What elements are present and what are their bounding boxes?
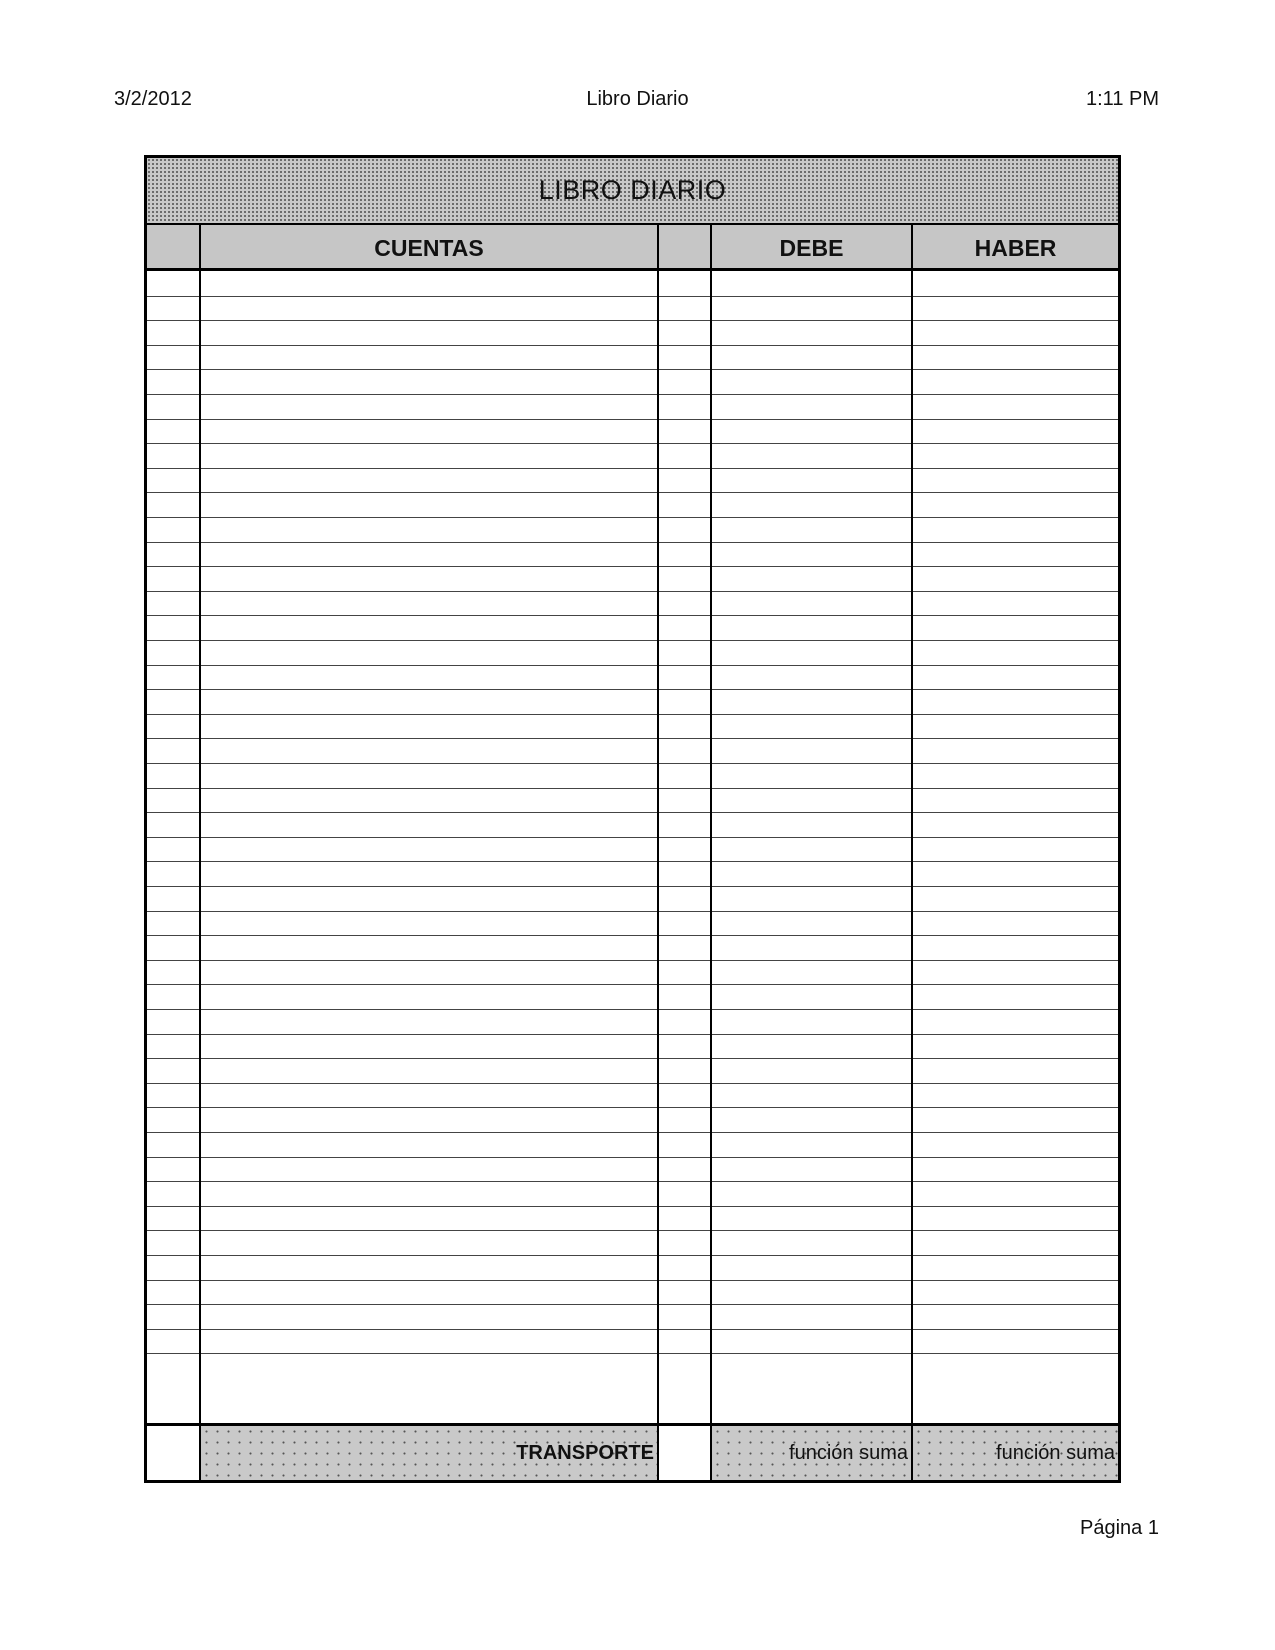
ledger-row-line bbox=[147, 1132, 1118, 1133]
page-number: Página 1 bbox=[1080, 1517, 1159, 1539]
ledger-title: LIBRO DIARIO bbox=[538, 175, 727, 205]
ledger-row-line bbox=[147, 1280, 1118, 1281]
ledger-row-line bbox=[147, 935, 1118, 936]
ledger-row-line bbox=[147, 1353, 1118, 1354]
transporte-label: TRANSPORTE bbox=[201, 1426, 657, 1480]
ledger-row-line bbox=[147, 320, 1118, 321]
ledger-row-line bbox=[147, 640, 1118, 641]
ledger-row-line bbox=[147, 591, 1118, 592]
ledger-row-line bbox=[147, 1230, 1118, 1231]
ledger-row-line bbox=[147, 1255, 1118, 1256]
ledger-row-line bbox=[147, 468, 1118, 469]
ledger-row-line bbox=[147, 369, 1118, 370]
header-date: 3/2/2012 bbox=[114, 88, 192, 110]
header-time: 1:11 PM bbox=[1086, 88, 1159, 110]
column-header-index bbox=[147, 225, 199, 271]
ledger-row-line bbox=[147, 345, 1118, 346]
column-header-haber: HABER bbox=[913, 225, 1118, 271]
ledger-row-line bbox=[147, 1058, 1118, 1059]
ledger-row-line bbox=[147, 1329, 1118, 1330]
ledger-row-line bbox=[147, 714, 1118, 715]
ledger-row-line bbox=[147, 542, 1118, 543]
ledger-title-band bbox=[147, 158, 1118, 225]
ledger-row-line bbox=[147, 296, 1118, 297]
ledger-row-line bbox=[147, 738, 1118, 739]
ledger-row-line bbox=[147, 566, 1118, 567]
ledger-row-line bbox=[147, 812, 1118, 813]
ledger-row-line bbox=[147, 1181, 1118, 1182]
ledger-row-line bbox=[147, 1304, 1118, 1305]
ledger-row-line bbox=[147, 1206, 1118, 1207]
ledger-row-line bbox=[147, 1083, 1118, 1084]
ledger-row-line bbox=[147, 443, 1118, 444]
ledger-row-line bbox=[147, 837, 1118, 838]
page-header bbox=[0, 88, 1275, 118]
ledger-rows bbox=[147, 271, 1118, 1378]
debe-total-cell: función suma bbox=[712, 1426, 911, 1480]
ledger-row-line bbox=[147, 1157, 1118, 1158]
haber-total-cell: función suma bbox=[913, 1426, 1118, 1480]
column-divider bbox=[657, 225, 659, 1483]
ledger-row-line bbox=[147, 665, 1118, 666]
ledger-row-line bbox=[147, 984, 1118, 985]
ledger-row-line bbox=[147, 517, 1118, 518]
ledger-row-line bbox=[147, 1034, 1118, 1035]
header-title: Libro Diario bbox=[586, 88, 689, 110]
ledger-row-line bbox=[147, 861, 1118, 862]
ledger-row-line bbox=[147, 788, 1118, 789]
ledger-row-line bbox=[147, 615, 1118, 616]
column-header-cuentas: CUENTAS bbox=[201, 225, 657, 271]
ledger-row-line bbox=[147, 1107, 1118, 1108]
ledger-row-line bbox=[147, 492, 1118, 493]
column-divider bbox=[911, 225, 913, 1483]
ledger-row-line bbox=[147, 960, 1118, 961]
ledger-row-line bbox=[147, 763, 1118, 764]
column-header-debe: DEBE bbox=[712, 225, 911, 271]
ledger-row-line bbox=[147, 1009, 1118, 1010]
column-divider bbox=[710, 225, 712, 1483]
ledger-row-line bbox=[147, 886, 1118, 887]
ledger-row-line bbox=[147, 419, 1118, 420]
journal-ledger-table bbox=[144, 155, 1121, 1483]
ledger-row-line bbox=[147, 394, 1118, 395]
ledger-row-line bbox=[147, 689, 1118, 690]
ledger-row-line bbox=[147, 911, 1118, 912]
column-divider bbox=[199, 225, 201, 1483]
column-header-ref bbox=[659, 225, 710, 271]
